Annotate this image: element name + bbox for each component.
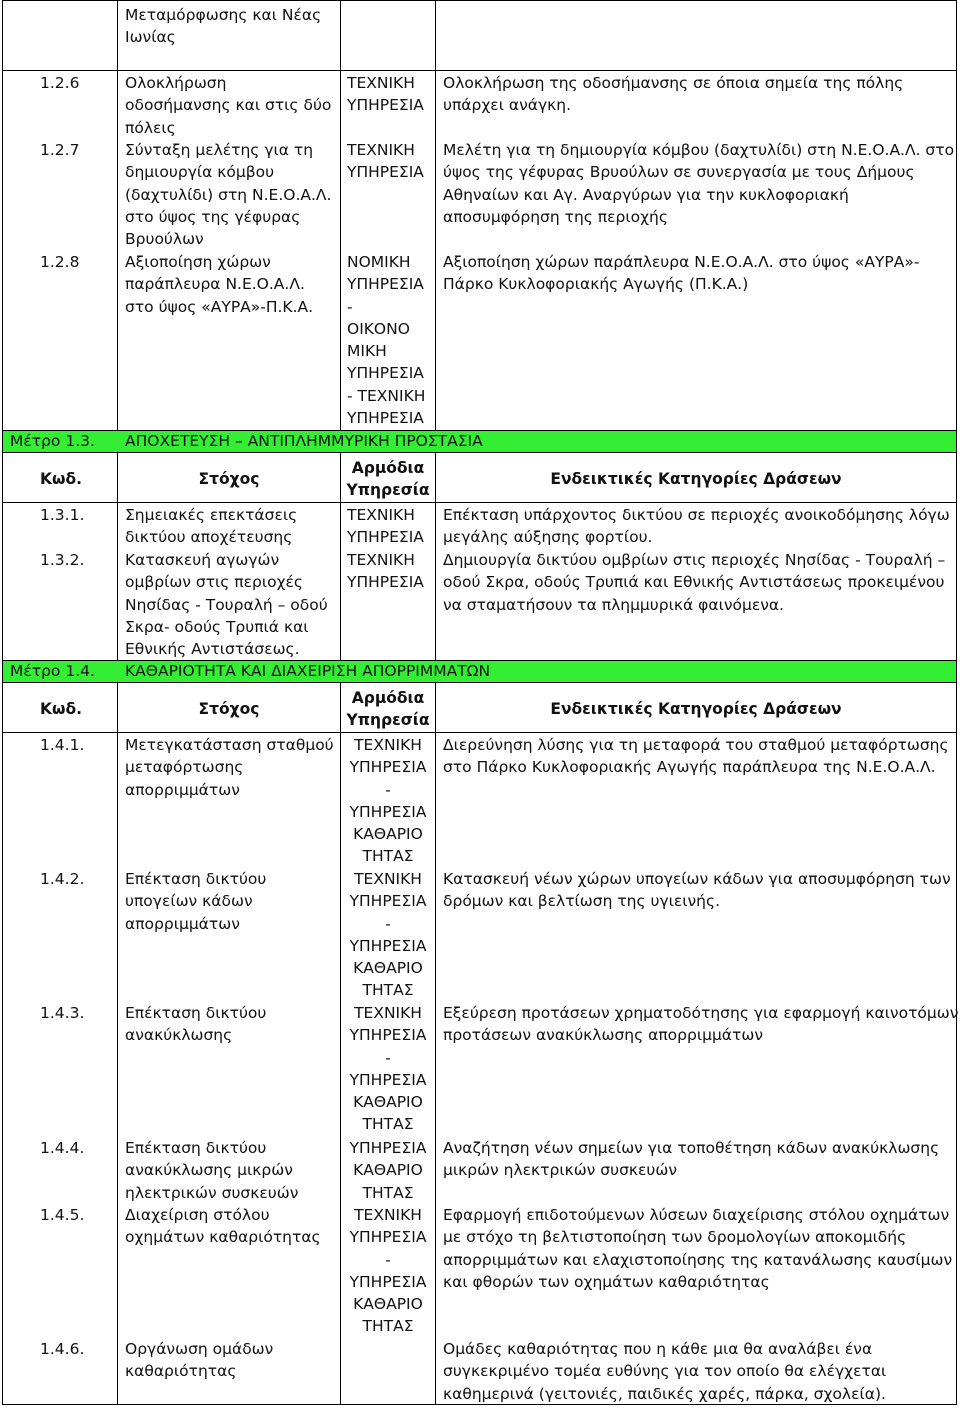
service-cell: ΤΕΧΝΙΚΗ ΥΠΗΡΕΣΙΑ - ΥΠΗΡΕΣΙΑ ΚΑΘΑΡΙΟ ΤΗΤΑΣ [349,1206,427,1336]
actions-cell: Αξιοποίηση χώρων παράπλευρα Ν.Ε.Ο.Α.Λ. στο ύψος «ΑΥΡΑ»- Πάρκο Κυκλοφοριακής Αγωγής (Π.Κ.Α.) [443,253,920,294]
goal-cell: Αξιοποίηση χώρων παράπλευρα Ν.Ε.Ο.Α.Λ. στο ύψος «ΑΥΡΑ»-Π.Κ.Α. [125,253,314,316]
col-sep-goal [117,0,118,430]
measure-title: ΑΠΟΧΕΤΕΥΣΗ – ΑΝΤΙΠΛΗΜΜΥΡΙΚΗ ΠΡΟΣΤΑΣΙΑ [125,432,483,450]
col-sep-service [340,0,341,430]
measure-label: Μέτρο 1.3. [10,432,95,450]
actions-cell: Δημιουργία δικτύου ομβρίων στις περιοχές Νησίδας - Τουραλή – οδού Σκρα, οδούς Τρυπιά και Εθνικής Αντιστάσεως προκειμένου να σταματήσουν τα πλημμυρικά φαινόμενα. [443,551,946,614]
code-cell: 1.4.5. [40,1206,85,1224]
col-sep-actions [435,682,436,1405]
row-sep [2,502,957,503]
header-service: Αρμόδια Υπηρεσία [346,459,430,500]
actions-cell: Ολοκλήρωση της οδοσήμανσης σε όποια σημεία της πόλης υπάρχει ανάγκη. [443,74,904,115]
goal-cell: Οργάνωση ομάδων καθαριότητας [125,1340,274,1381]
header-code: Κωδ. [40,470,83,488]
measure-label: Μέτρο 1.4. [10,662,95,680]
code-cell: 1.2.8 [40,253,80,271]
goal-cell: Επέκταση δικτύου ανακύκλωσης μικρών ηλεκτρικών συσκευών [125,1139,299,1202]
goal-cell: Σύνταξη μελέτης για τη δημιουργία κόμβου (δαχτυλίδι) στη Ν.Ε.Ο.Α.Λ. στο ύψος της γέφυρας Βρυούλων [125,141,332,249]
code-cell: 1.3.2. [40,551,85,569]
actions-cell: Εξεύρεση προτάσεων χρηματοδότησης για εφαρμογή καινοτόμων προτάσεων ανακύκλωσης απορριμμάτων [443,1004,959,1045]
actions-cell: Διερεύνηση λύσης για τη μεταφορά του σταθμού μεταφόρτωσης στο Πάρκο Κυκλοφοριακής Αγωγής παράπλευρα της Ν.Ε.Ο.Α.Λ. [443,736,949,777]
header-service: Αρμόδια Υπηρεσία [346,689,430,730]
actions-cell: Εφαρμογή επιδοτούμενων λύσεων διαχείρισης στόλου οχημάτων με στόχο τη βελτιστοποίηση των δρομολογίων αποκομιδής απορριμμάτων και ελαχιστοποίησης της κατανάλωσης καυσίμων και φθορών των οχημάτων καθαριότητας [443,1206,953,1291]
goal-cell: Σημειακές επεκτάσεις δικτύου αποχέτευσης [125,506,298,547]
service-cell: ΤΕΧΝΙΚΗ ΥΠΗΡΕΣΙΑ [347,141,424,182]
actions-cell: Μελέτη για τη δημιουργία κόμβου (δαχτυλίδι) στη Ν.Ε.Ο.Α.Λ. στο ύψος της γέφυρας Βρυούλων σε συνεργασία με τους Δήμους Αθηναίων και Αγ. Αναργύρων για την κυκλοφοριακή αποσυμφόρηση της περιοχής [443,141,955,226]
header-actions: Ενδεικτικές Κατηγορίες Δράσεων [550,470,842,488]
header-goal: Στόχος [198,470,260,488]
goal-cell: Επέκταση δικτύου υπογείων κάδων απορριμμάτων [125,870,267,933]
service-cell: ΤΕΧΝΙΚΗ ΥΠΗΡΕΣΙΑ [347,551,424,592]
goal-cell: Ολοκλήρωση οδοσήμανσης και στις δύο πόλεις [125,74,332,137]
service-cell: ΤΕΧΝΙΚΗ ΥΠΗΡΕΣΙΑ - ΥΠΗΡΕΣΙΑ ΚΑΘΑΡΙΟ ΤΗΤΑΣ [349,736,427,866]
row-sep [2,732,957,733]
service-cell: ΤΕΧΝΙΚΗ ΥΠΗΡΕΣΙΑ [347,506,424,547]
measure-title: ΚΑΘΑΡΙΟΤΗΤΑ ΚΑΙ ΔΙΑΧΕΙΡΙΣΗ ΑΠΟΡΡΙΜΜΑΤΩΝ [125,662,491,680]
goal-cell: Μετεγκατάσταση σταθμού μεταφόρτωσης απορριμμάτων [125,736,334,799]
actions-cell: Επέκταση υπάρχοντος δικτύου σε περιοχές ανοικοδόμησης λόγω μεγάλης αύξησης φορτίου. [443,506,950,547]
code-cell: 1.3.1. [40,506,85,524]
code-cell: 1.4.6. [40,1340,85,1358]
goal-cell: Κατασκευή αγωγών ομβρίων στις περιοχές Νησίδας - Τουραλή – οδού Σκρα- οδούς Τρυπιά και Εθνικής Αντιστάσεως. [125,551,328,659]
service-cell: ΤΕΧΝΙΚΗ ΥΠΗΡΕΣΙΑ [347,74,424,115]
row-sep [2,70,957,71]
goal-cell: Μεταμόρφωσης και Νέας Ιωνίας [125,6,322,47]
goal-cell: Διαχείριση στόλου οχημάτων καθαριότητας [125,1206,321,1247]
service-cell: ΤΕΧΝΙΚΗ ΥΠΗΡΕΣΙΑ - ΥΠΗΡΕΣΙΑ ΚΑΘΑΡΙΟ ΤΗΤΑΣ [349,1004,427,1134]
code-cell: 1.4.4. [40,1139,85,1157]
header-goal: Στόχος [198,700,260,718]
code-cell: 1.2.7 [40,141,80,159]
service-cell: ΝΟΜΙΚΗ ΥΠΗΡΕΣΙΑ - ΟΙΚΟΝΟ ΜΙΚΗ ΥΠΗΡΕΣΙΑ - ΤΕΧΝΙΚΗ ΥΠΗΡΕΣΙΑ [347,253,426,428]
code-cell: 1.4.3. [40,1004,85,1022]
code-cell: 1.4.1. [40,736,85,754]
actions-cell: Κατασκευή νέων χώρων υπογείων κάδων για αποσυμφόρηση των δρόμων και βελτίωση της υγιεινής. [443,870,951,911]
actions-cell: Ομάδες καθαριότητας που η κάθε μια θα αναλάβει ένα συγκεκριμένο τομέα ευθύνης για τον οποίο θα ελέγχεται καθημερινά (γειτονιές, παιδικές χαρές, πάρκα, σχολεία). [443,1340,887,1403]
actions-cell: Αναζήτηση νέων σημείων για τοποθέτηση κάδων ανακύκλωσης μικρών ηλεκτρικών συσκευών [443,1139,940,1180]
goal-cell: Επέκταση δικτύου ανακύκλωσης [125,1004,267,1045]
col-sep-actions [435,0,436,430]
col-sep-goal [117,682,118,1405]
code-cell: 1.2.6 [40,74,80,92]
service-cell: ΤΕΧΝΙΚΗ ΥΠΗΡΕΣΙΑ - ΥΠΗΡΕΣΙΑ ΚΑΘΑΡΙΟ ΤΗΤΑΣ [349,870,427,1000]
header-actions: Ενδεικτικές Κατηγορίες Δράσεων [550,700,842,718]
code-cell: 1.4.2. [40,870,85,888]
service-cell: ΥΠΗΡΕΣΙΑ ΚΑΘΑΡΙΟ ΤΗΤΑΣ [349,1139,427,1202]
header-code: Κωδ. [40,700,83,718]
